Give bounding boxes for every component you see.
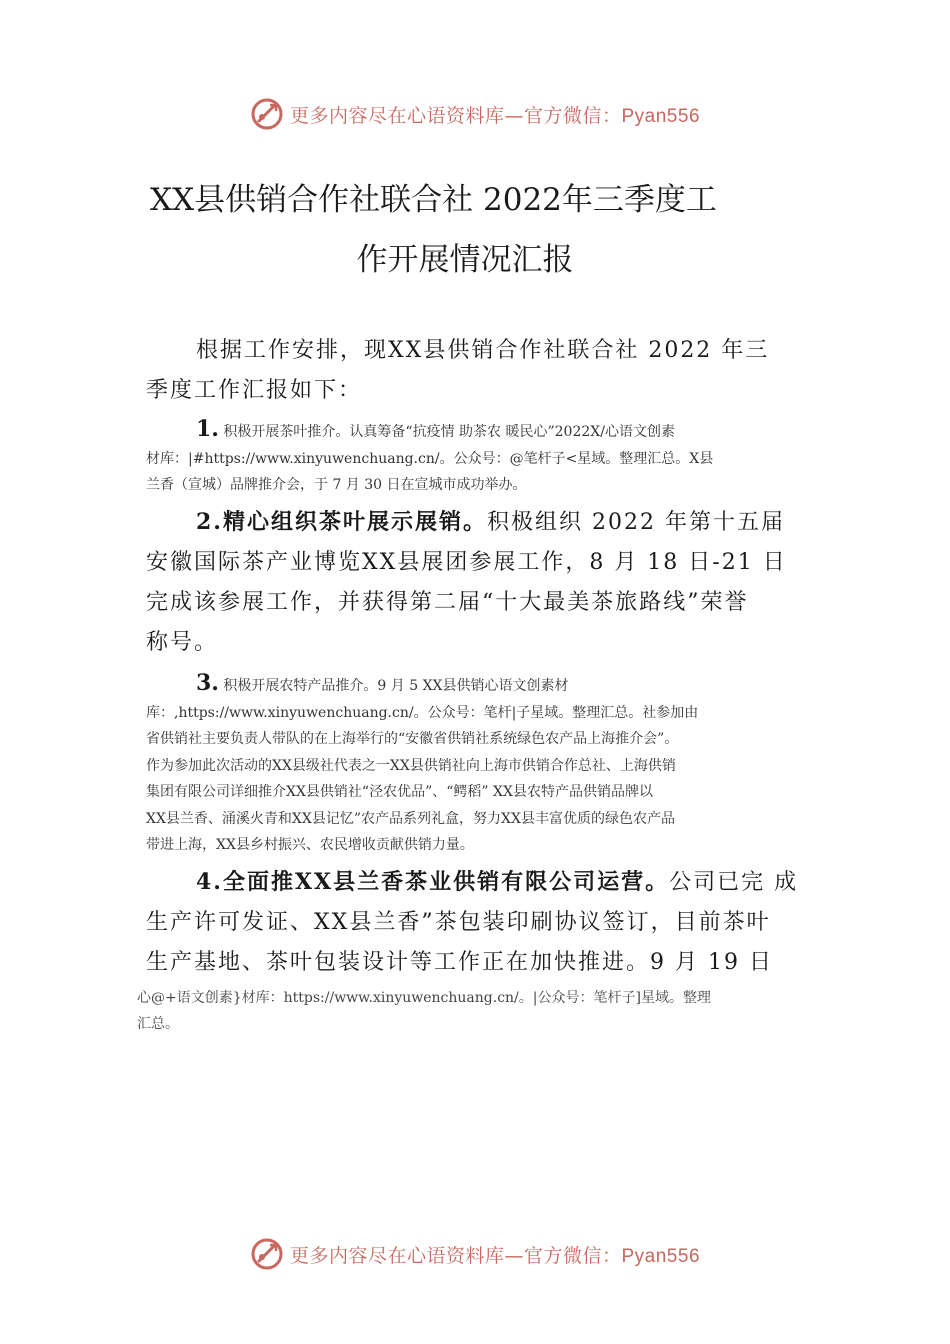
item-2-paragraph — [146, 502, 810, 663]
item-2-line: 完成该参展工作，并获得第二届“十大最美茶旅路线”荣誉 — [146, 590, 749, 615]
item-2-line: 安徽国际茶产业博览XX县展团参展工作，8 月 18 日-21 日 — [146, 550, 787, 575]
tail-line: 汇总。 — [137, 1016, 179, 1032]
banner-text: 更多内容尽在心语资料库—官方微信：Pyan556 — [289, 1244, 701, 1267]
item-3-number: 3. — [196, 670, 219, 696]
item-2-heading: 2.精心组织茶叶展示展销。 — [196, 509, 487, 535]
item-1-paragraph — [146, 416, 810, 499]
title-line-1: XX县供销合作社联合社 2022年三季度工 — [150, 182, 717, 218]
item-4-heading: 4.全面推XX县兰香茶业供销有限公司运营。 — [196, 869, 670, 895]
item-1-number: 1. — [196, 416, 219, 442]
title-line-2: 作开展情况汇报 — [356, 242, 574, 278]
brand-logo-icon — [250, 1237, 284, 1271]
item-3-line: 省供销社主要负责人带队的在上海举行的“安徽省供销社系统绿色农产品上海推介会”。 — [146, 731, 679, 747]
item-4-line: 生产许可发证、XX县兰香”茶包装印刷协议签订，目前茶叶 — [146, 910, 771, 935]
intro-line: 季度工作汇报如下： — [146, 378, 363, 403]
item-4-line: 4.全面推XX县兰香茶业供销有限公司运营。公司已完 成 — [196, 869, 799, 895]
item-2-line: 称号。 — [146, 630, 219, 655]
banner-wechat-handle: Pyan556 — [621, 1245, 701, 1267]
item-1-line: 1. 积极开展茶叶推介。认真筹备“抗疫情 助茶农 暖民心”2022X/心语文创素 — [196, 416, 675, 442]
header-banner — [0, 94, 950, 134]
footer-banner — [0, 1234, 950, 1274]
tail-line: 心@+语文创素}材库：https://www.xinyuwenchuang.cn/。|公众号：笔杆子]星域。整理 — [137, 990, 711, 1006]
item-1-line: 材库：|#https://www.xinyuwenchuang.cn/。公众号：@笔杆子<星域。整理汇总。X县 — [146, 450, 714, 467]
item-1-line: 兰香（宣城）品牌推介会，于 7 月 30 日在宣城市成功举办。 — [146, 477, 527, 493]
item-4-paragraph — [146, 862, 810, 983]
item-3-line: 库：,https://www.xinyuwenchuang.cn/。公众号：笔杆|子星域。整理汇总。社参加由 — [146, 704, 699, 721]
item-2-line: 2.精心组织茶叶展示展销。积极组织 2022 年第十五届 — [196, 509, 785, 535]
item-4-line: 生产基地、茶叶包装设计等工作正在加快推进。9 月 19 日 — [146, 950, 773, 975]
intro-paragraph — [146, 331, 810, 411]
banner-text: 更多内容尽在心语资料库—官方微信：Pyan556 — [289, 104, 701, 127]
item-3-paragraph — [146, 670, 810, 859]
banner-wechat-handle: Pyan556 — [621, 105, 701, 127]
item-3-line: XX县兰香、涌溪火青和XX县记忆”农产品系列礼盒，努力XX县丰富优质的绿色农产品 — [146, 810, 675, 827]
item-3-line: 集团有限公司详细推介XX县供销社“泾农优品”、“鳄稻” XX县农特产品供销品牌以 — [146, 784, 653, 800]
brand-logo-icon — [250, 97, 284, 131]
tail-paragraph — [137, 985, 837, 1037]
intro-line: 根据工作安排，现XX县供销合作社联合社 2022 年三 — [196, 338, 770, 363]
item-3-line: 带进上海，XX县乡村振兴、农民增收贡献供销力量。 — [146, 837, 474, 853]
item-3-line: 作为参加此次活动的XX县级社代表之一XX县供销社向上海市供销合作总社、上海供销 — [146, 757, 676, 774]
item-3-line: 3. 积极开展农特产品推介。9 月 5 XX县供销心语文创素材 — [196, 670, 569, 696]
document-title — [140, 170, 790, 290]
